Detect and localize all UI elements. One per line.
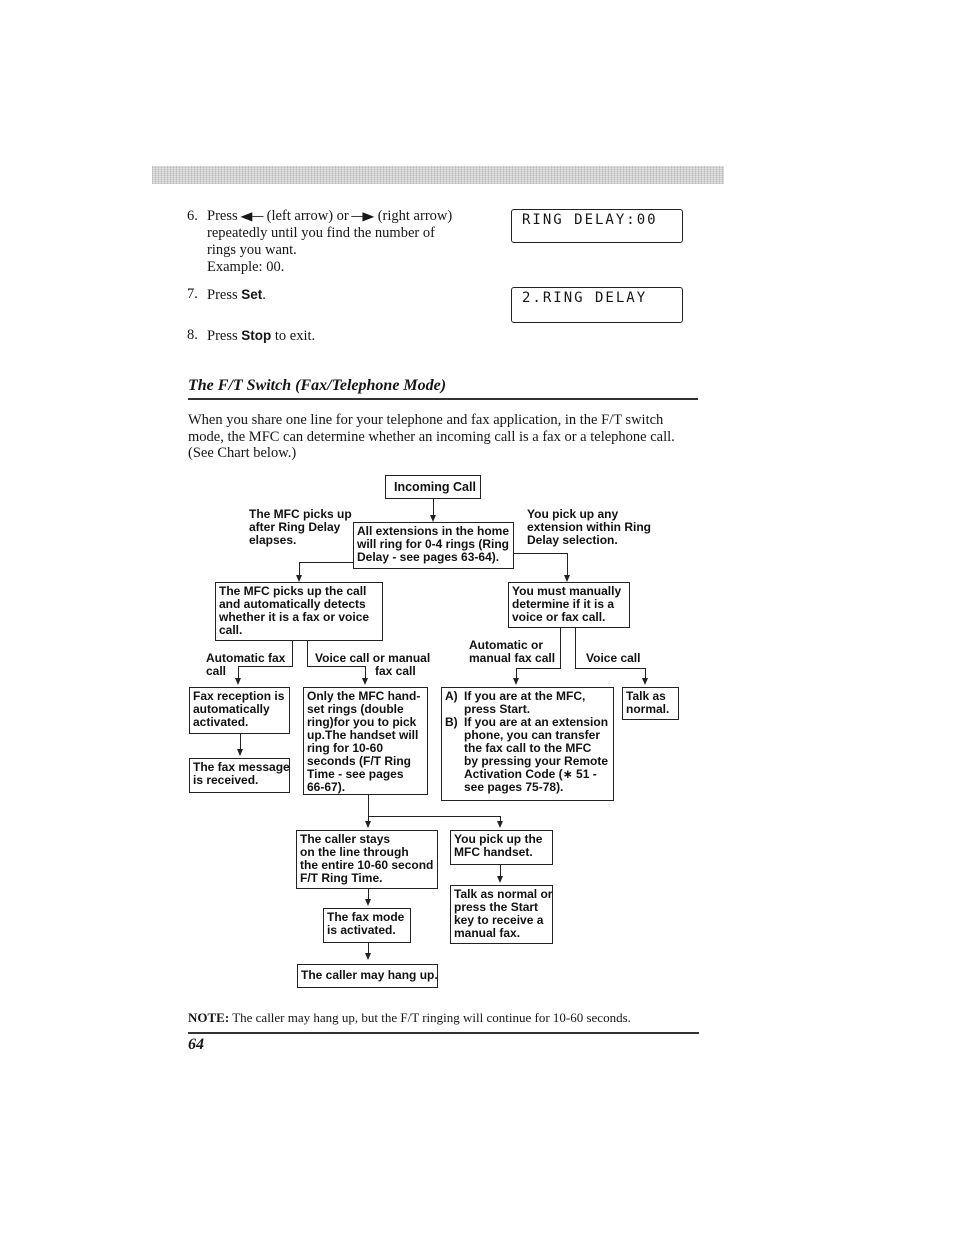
section-title: The F/T Switch (Fax/Telephone Mode) <box>188 377 447 394</box>
note-label: NOTE: <box>188 1010 230 1025</box>
talk-or-start-box: Talk as normal or press the Start key to receive a manual fax. <box>450 885 553 944</box>
step-number: 6. <box>187 208 198 224</box>
intro-paragraph: When you share one line for your telephone and fax application, in the F/T switch mode, the MFC can determine whether an incoming call is a fax or a telephone call. (See Chart below.) <box>188 412 675 461</box>
automatic-fax-label: Automatic fax call <box>206 651 286 678</box>
step-6-line-3: rings you want. <box>207 242 297 258</box>
voice-call-label: Voice call <box>586 651 641 665</box>
you-pick-up-label: You pick up any extension within Ring Delay selection. <box>527 507 652 547</box>
pick-up-handset-box: You pick up the MFC handset. <box>450 830 553 865</box>
down-arrow-icon <box>365 821 371 828</box>
note-text: The caller may hang up, but the F/T ringing will continue for 10-60 seconds. <box>232 1010 631 1025</box>
incoming-call-box: Incoming Call <box>385 475 481 499</box>
talk-as-normal-box: Talk as normal. <box>622 687 679 720</box>
caller-hang-up-box: The caller may hang up. <box>297 964 438 988</box>
caller-stays-box: The caller stays on the line through the entire 10-60 second F/T Ring Time. <box>296 830 438 889</box>
bottom-rule <box>188 1032 699 1034</box>
mfc-picks-up-label: The MFC picks up after Ring Delay elapses. <box>249 507 352 547</box>
down-arrow-icon <box>564 575 570 582</box>
header-band <box>152 166 724 184</box>
down-arrow-icon <box>430 515 436 522</box>
down-arrow-icon <box>365 953 371 960</box>
set-key-label: Set <box>241 287 263 302</box>
down-arrow-icon <box>497 876 503 883</box>
stop-key-label: Stop <box>241 328 272 343</box>
step-6-line-2: repeatedly until you find the number of <box>207 225 435 241</box>
lcd-screen-ring-delay: RING DELAY:00 <box>511 209 683 243</box>
fax-mode-activated-box: The fax mode is activated. <box>323 908 411 943</box>
step-6-line-4: Example: 00. <box>207 259 285 275</box>
left-arrow-key-icon: ◀─ <box>240 209 264 223</box>
fax-message-received-box: The fax message is received. <box>189 758 290 793</box>
options-box: A) If you are at the MFC, press Start. B) If you are at an extension phone, you can transfer the fax call to the MFC by pressing your Remote Activation Code (∗ 51 - see pages 75-78). <box>441 687 614 801</box>
down-arrow-icon <box>296 575 302 582</box>
down-arrow-icon <box>362 678 368 685</box>
right-arrow-key-icon: ─▶ <box>351 209 375 223</box>
down-arrow-icon <box>497 821 503 828</box>
fax-reception-box: Fax reception is automatically activated. <box>189 687 290 734</box>
all-extensions-box: All extensions in the home will ring for 0-4 rings (Ring Delay - see pages 63-64). <box>353 522 514 569</box>
down-arrow-icon <box>642 678 648 685</box>
section-rule <box>188 398 698 400</box>
down-arrow-icon <box>513 678 519 685</box>
mfc-detects-box: The MFC picks up the call and automatically detects whether it is a fax or voice call. <box>215 582 383 641</box>
down-arrow-icon <box>235 678 241 685</box>
page-number: 64 <box>188 1036 204 1053</box>
down-arrow-icon <box>365 899 371 906</box>
down-arrow-icon <box>237 749 243 756</box>
lcd-screen-ring-delay-menu: 2.RING DELAY <box>511 287 683 323</box>
automatic-or-manual-label: Automatic or manual fax call <box>469 638 556 665</box>
manual-determine-box: You must manually determine if it is a voice or fax call. <box>508 582 630 628</box>
voice-call-or-manual-label: Voice call or manual fax call <box>315 651 431 678</box>
note <box>188 1010 631 1026</box>
only-mfc-handset-box: Only the MFC hand- set rings (double ring)for you to pick up.The handset will ring for 10-60 seconds (F/T Ring Time - see pages 66-67). <box>303 687 428 795</box>
